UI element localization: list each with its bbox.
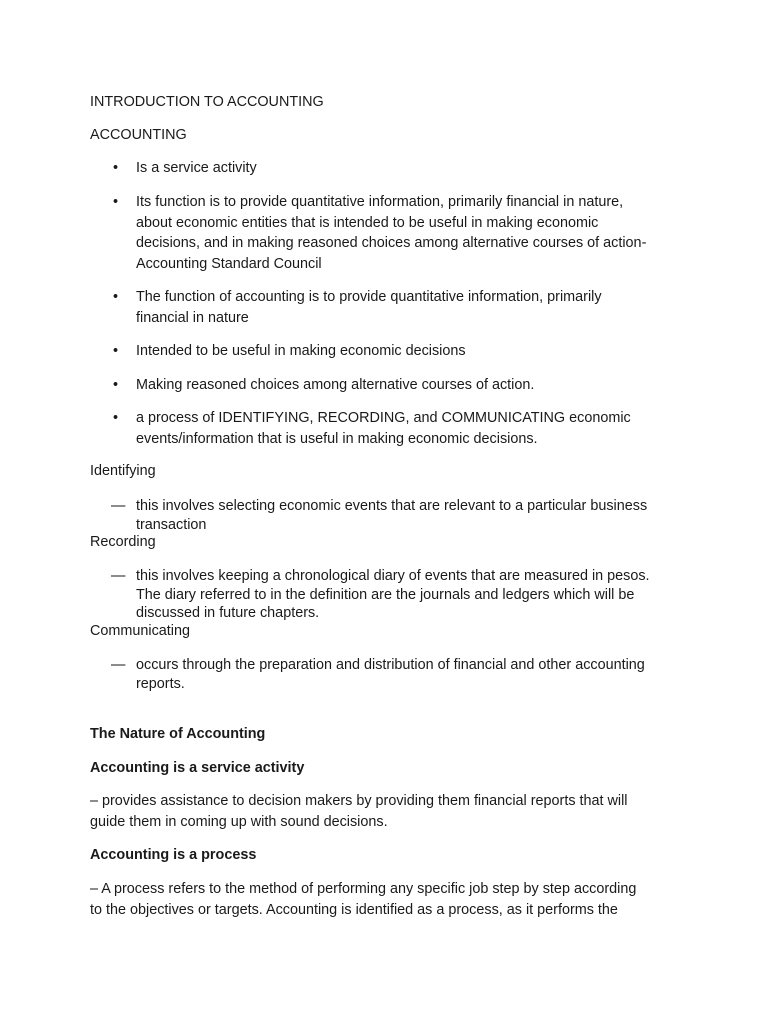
term-text: occurs through the preparation and distribution of financial and other accounting	[136, 657, 645, 673]
section-heading-accounting: ACCOUNTING	[90, 127, 187, 143]
term-text: reports.	[136, 675, 185, 692]
term-heading: Communicating	[90, 623, 190, 639]
list-item-text: a process of IDENTIFYING, RECORDING, and COMMUNICATING economic	[136, 410, 631, 426]
dash-icon: —	[111, 568, 126, 584]
term-text: this involves selecting economic events that are relevant to a particular business	[136, 498, 648, 514]
term-heading: Recording	[90, 534, 156, 550]
dash-icon: —	[111, 657, 126, 673]
document-title: INTRODUCTION TO ACCOUNTING	[90, 94, 324, 110]
bullet-icon: •	[113, 194, 119, 210]
bullet-icon: •	[113, 343, 119, 359]
list-item-text: financial in nature	[136, 309, 249, 326]
list-item-text: Intended to be useful in making economic decisions	[136, 343, 466, 359]
list-item-text: Accounting Standard Council	[136, 255, 322, 272]
bullet-icon: •	[113, 160, 119, 176]
term-text: The diary referred to in the definition are the journals and ledgers which will be	[136, 586, 635, 603]
term-text: discussed in future chapters.	[136, 605, 320, 621]
service-heading: Accounting is a service activity	[90, 760, 305, 776]
term-text: transaction	[136, 516, 207, 533]
term-text: this involves keeping a chronological diary of events that are measured in pesos.	[136, 568, 650, 584]
bullet-icon: •	[113, 410, 119, 426]
process-heading: Accounting is a process	[90, 847, 257, 863]
term-heading: Identifying	[90, 463, 156, 479]
service-paragraph	[90, 791, 628, 832]
list-item-text: Its function is to provide quantitative information, primarily financial in nature,	[136, 194, 624, 210]
bullet-icon: •	[113, 289, 119, 305]
paragraph-line: – provides assistance to decision makers by providing them financial reports that will	[90, 793, 628, 809]
bullet-icon: •	[113, 377, 119, 393]
nature-heading: The Nature of Accounting	[90, 726, 266, 742]
list-item-text: Is a service activity	[136, 160, 257, 176]
list-item-text: about economic entities that is intended to be useful in making economic	[136, 214, 599, 231]
paragraph-line: guide them in coming up with sound decisions.	[90, 813, 388, 830]
list-item-text: Making reasoned choices among alternative courses of action.	[136, 377, 535, 393]
list-item-text: events/information that is useful in making economic decisions.	[136, 430, 538, 447]
dash-icon: —	[111, 498, 126, 514]
list-item-text: decisions, and in making reasoned choices among alternative courses of action-	[136, 235, 647, 251]
paragraph-line: – A process refers to the method of performing any specific job step by step according	[90, 881, 637, 897]
list-item-text: The function of accounting is to provide quantitative information, primarily	[136, 289, 602, 305]
process-paragraph	[90, 879, 636, 920]
paragraph-line: to the objectives or targets. Accounting is identified as a process, as it performs the	[90, 901, 618, 918]
